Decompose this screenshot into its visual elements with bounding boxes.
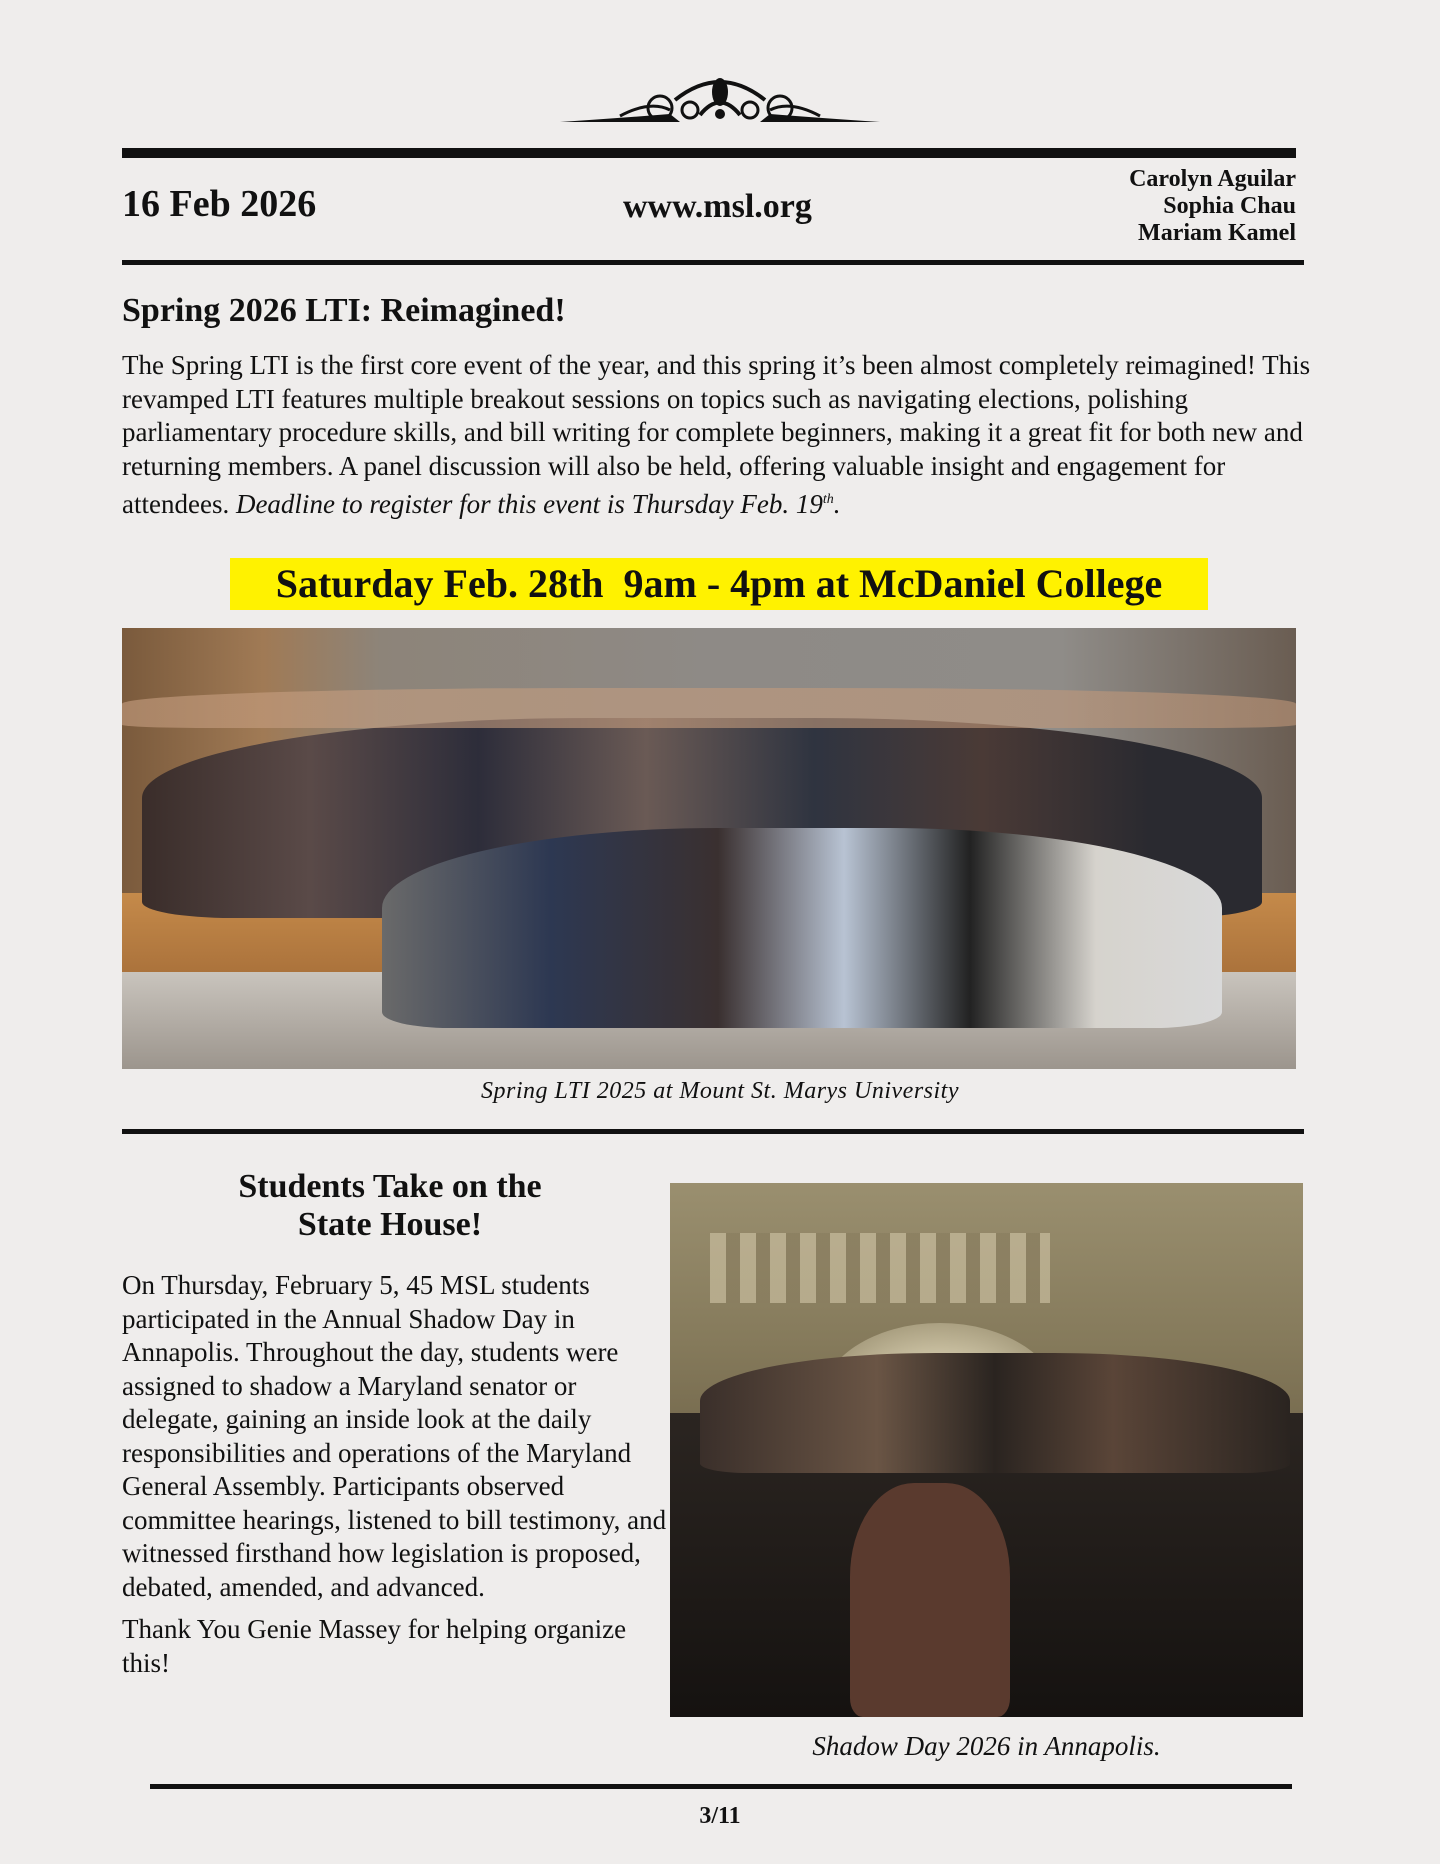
section-rule (122, 1129, 1304, 1134)
authors-list (1129, 166, 1296, 247)
ornament-flourish-icon (560, 70, 880, 130)
top-rule (122, 148, 1296, 158)
event-banner: Saturday Feb. 28th 9am - 4pm at McDaniel College (230, 558, 1208, 610)
article-body-shadow-day (122, 1269, 667, 1689)
website-link[interactable]: www.msl.org (623, 188, 812, 225)
article-body-lti (122, 349, 1312, 522)
article-paragraph: On Thursday, February 5, 45 MSL students participated in the Annual Shadow Day in Annapolis. Throughout the day, students were assigned to shadow a Maryland senator or delegate, gaining an inside look at the daily responsibilities and operations of the Maryland General Assembly. Participants observed committee hearings, listened to bill testimony, and witnessed firsthand how legislation is proposed, debated, amended, and advanced. (122, 1270, 667, 1602)
footer-rule (150, 1784, 1292, 1789)
issue-date: 16 Feb 2026 (122, 183, 317, 225)
author-name: Sophia Chau (1163, 193, 1296, 219)
page-number: 3/11 (699, 1803, 741, 1829)
article-title-shadow-day: Students Take on the State House! (238, 1168, 542, 1243)
author-name: Carolyn Aguilar (1129, 166, 1296, 192)
lti-group-photo (122, 628, 1296, 1069)
article-paragraph: Thank You Genie Massey for helping organize this! (122, 1614, 627, 1678)
lti-photo-caption: Spring LTI 2025 at Mount St. Marys University (480, 1078, 959, 1104)
shadow-day-photo-caption: Shadow Day 2026 in Annapolis. (812, 1731, 1161, 1761)
author-name: Mariam Kamel (1138, 220, 1296, 246)
deadline-text: Deadline to register for this event is Thursday Feb. 19th. (235, 489, 841, 519)
header-rule (122, 260, 1304, 265)
shadow-day-group-photo (670, 1183, 1303, 1717)
article-body-text: The Spring LTI is the first core event of the year, and this spring it’s been almost completely reimagined! This revamped LTI features multiple breakout sessions on topics such as navigating elections, polishing parliamentary procedure skills, and bill writing for complete beginners, making it a great fit for both new and returning members. A panel discussion will also be held, offering valuable insight and engagement for attendees. (122, 350, 1311, 519)
article-title-lti: Spring 2026 LTI: Reimagined! (122, 292, 566, 329)
